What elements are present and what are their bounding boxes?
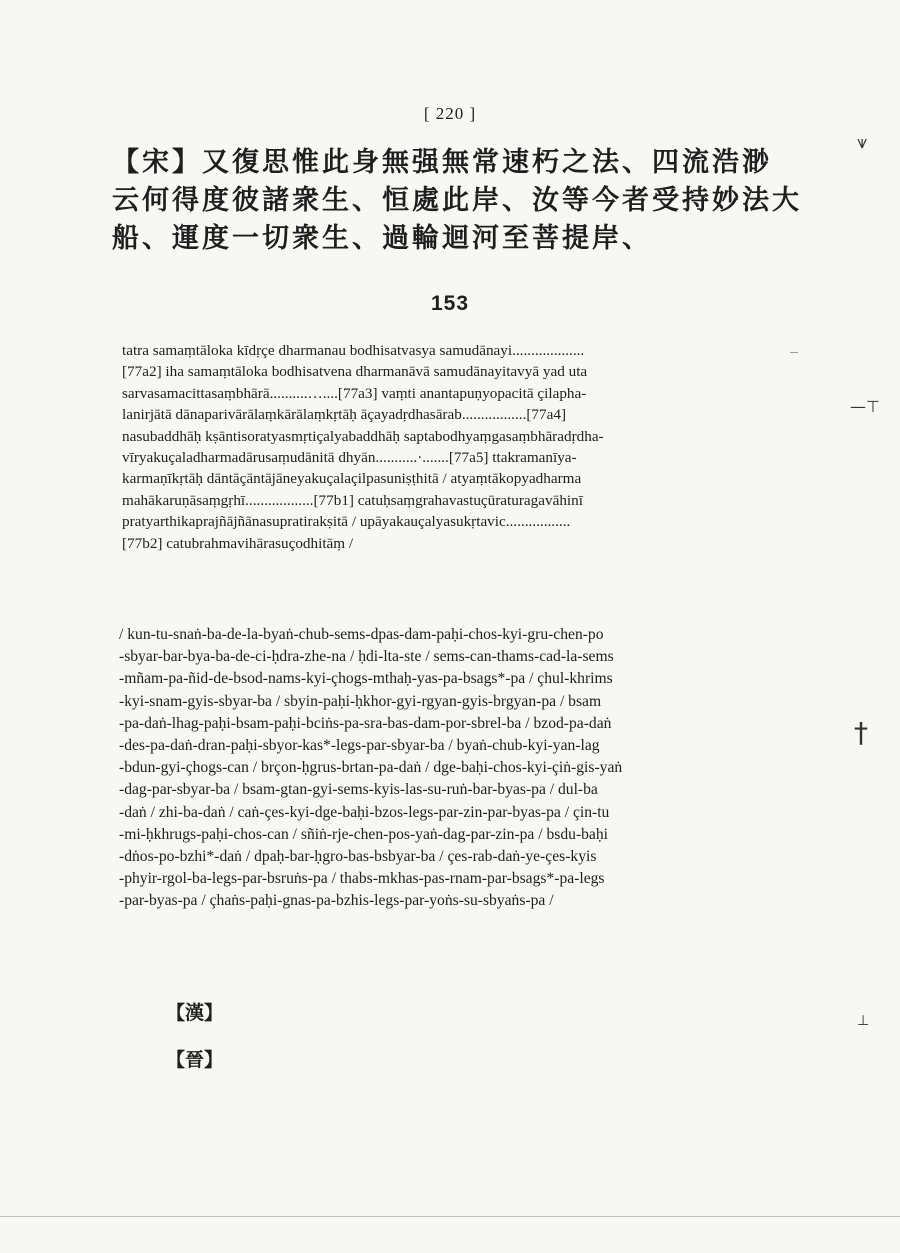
tibetan-line: -dag-par-sbyar-ba / bsam-gtan-gyi-sems-kyis-las-su-ruṅ-bar-byas-pa / dul-ba	[119, 781, 598, 799]
tibetan-line: -mñam-pa-ñid-de-bsod-nams-kyi-çhogs-mthaḥ-yas-pa-bsags*-pa / çhul-khrims	[119, 670, 613, 688]
sanskrit-line: lanirjātā dānaparivārālaṃkārālaṃkṛtāḥ āçayadṛdhasārab.................[77a4]	[122, 406, 567, 424]
tibetan-line: -kyi-snam-gyis-sbyar-ba / sbyin-paḥi-ḥkhor-gyi-rgyan-gyis-brgyan-pa / bsam	[119, 692, 602, 710]
margin-dash	[790, 352, 798, 353]
tibetan-text-block	[119, 624, 809, 913]
tibetan-line: -bdun-gyi-çhogs-can / brçon-ḥgrus-brtan-pa-daṅ / dge-baḥi-chos-kyi-çiṅ-gis-yaṅ	[119, 759, 623, 777]
margin-registration-mark-icon: —⊤	[850, 397, 880, 416]
sanskrit-line: vīryakuçaladharmadārusaṃudānitā dhyān...........·.......[77a5] ttakramanīya-	[122, 449, 577, 467]
tibetan-line: / kun-tu-snaṅ-ba-de-la-byaṅ-chub-sems-dpas-dam-paḥi-chos-kyi-gru-chen-po	[119, 626, 604, 643]
chinese-line: 【宋】又復思惟此身無强無常速朽之法、四流浩渺	[112, 147, 772, 178]
tibetan-line: -daṅ / zhi-ba-daṅ / caṅ-çes-kyi-dge-baḥi-bzos-legs-par-zin-par-byas-pa / çin-tu	[119, 803, 610, 821]
tibetan-line: -sbyar-bar-bya-ba-de-ci-ḥdra-zhe-na / ḥdi-lta-ste / sems-can-thams-cad-la-sems	[119, 648, 614, 666]
page-bottom-rule	[0, 1216, 900, 1217]
sanskrit-line: [77a2] iha samaṃtāloka bodhisatvena dharmanāvā samudānayitavyā yad uta	[122, 363, 588, 381]
sanskrit-line: nasubaddhāḥ kṣāntisoratyasmṛtiçalyabaddhāḥ saptabodhyaṃgasaṃbhāradṛdha-	[122, 427, 604, 445]
page-number: [ 220 ]	[423, 104, 477, 123]
han-version-heading: 【漢】	[166, 1002, 224, 1024]
sanskrit-line: sarvasamacittasaṃbhārā..........…....[77a3] vaṃti anantapuṇyopacitā çilapha-	[122, 384, 587, 402]
sanskrit-line: karmaṇīkṛtāḥ dāntāçāntājāneyakuçalaçilpasuniṣṭhitā / atyaṃtākopyadharma	[122, 470, 582, 488]
margin-registration-mark-icon: ⩛	[857, 132, 868, 153]
sanskrit-line: mahākaruṇāsaṃgṛhī..................[77b1] catuḥsaṃgrahavastuçūraturagavāhinī	[122, 491, 583, 509]
jin-version-heading: 【晉】	[166, 1049, 224, 1071]
sanskrit-line: tatra samaṃtāloka kīdṛçe dharmanau bodhisatvasya samudānayi...................	[122, 342, 585, 359]
chinese-text-block	[112, 144, 812, 258]
sanskrit-line: [77b2] catubrahmavihārasuçodhitāṃ /	[122, 534, 354, 552]
margin-registration-mark-icon: ⊥	[857, 1013, 870, 1029]
section-number: 153	[430, 292, 470, 315]
tibetan-line: -des-pa-daṅ-dran-paḥi-sbyor-kas*-legs-par-sbyar-ba / byaṅ-chub-kyi-yan-lag	[119, 737, 600, 755]
tibetan-line: -par-byas-pa / çhaṅs-paḥi-gnas-pa-bzhis-legs-par-yoṅs-su-sbyaṅs-pa /	[119, 892, 554, 910]
tibetan-line: -mi-ḥkhrugs-paḥi-chos-can / sñiṅ-rje-chen-pos-yaṅ-dag-par-zin-pa / bsdu-baḥi	[119, 825, 608, 843]
tibetan-line: -dṅos-po-bzhi*-daṅ / dpaḥ-bar-ḥgro-bas-bsbyar-ba / çes-rab-daṅ-ye-çes-kyis	[119, 848, 597, 866]
sanskrit-line: pratyarthikaprajñājñānasupratirakṣitā / upāyakauçalyasukṛtavic.................	[122, 513, 571, 531]
margin-crosshair-mark-icon: †	[854, 716, 868, 749]
chinese-line: 云何得度彼諸衆生、恒處此岸、汝等今者受持妙法大	[112, 185, 802, 216]
chinese-line: 船、運度一切衆生、過輪迴河至菩提岸、	[112, 223, 652, 254]
sanskrit-text-block	[122, 340, 802, 554]
tibetan-line: -pa-daṅ-lhag-paḥi-bsam-paḥi-bciṅs-pa-sra-bas-dam-por-sbrel-ba / bzod-pa-daṅ	[119, 714, 612, 732]
tibetan-line: -phyir-rgol-ba-legs-par-bsruṅs-pa / thabs-mkhas-pas-rnam-par-bsags*-pa-legs	[119, 870, 605, 888]
